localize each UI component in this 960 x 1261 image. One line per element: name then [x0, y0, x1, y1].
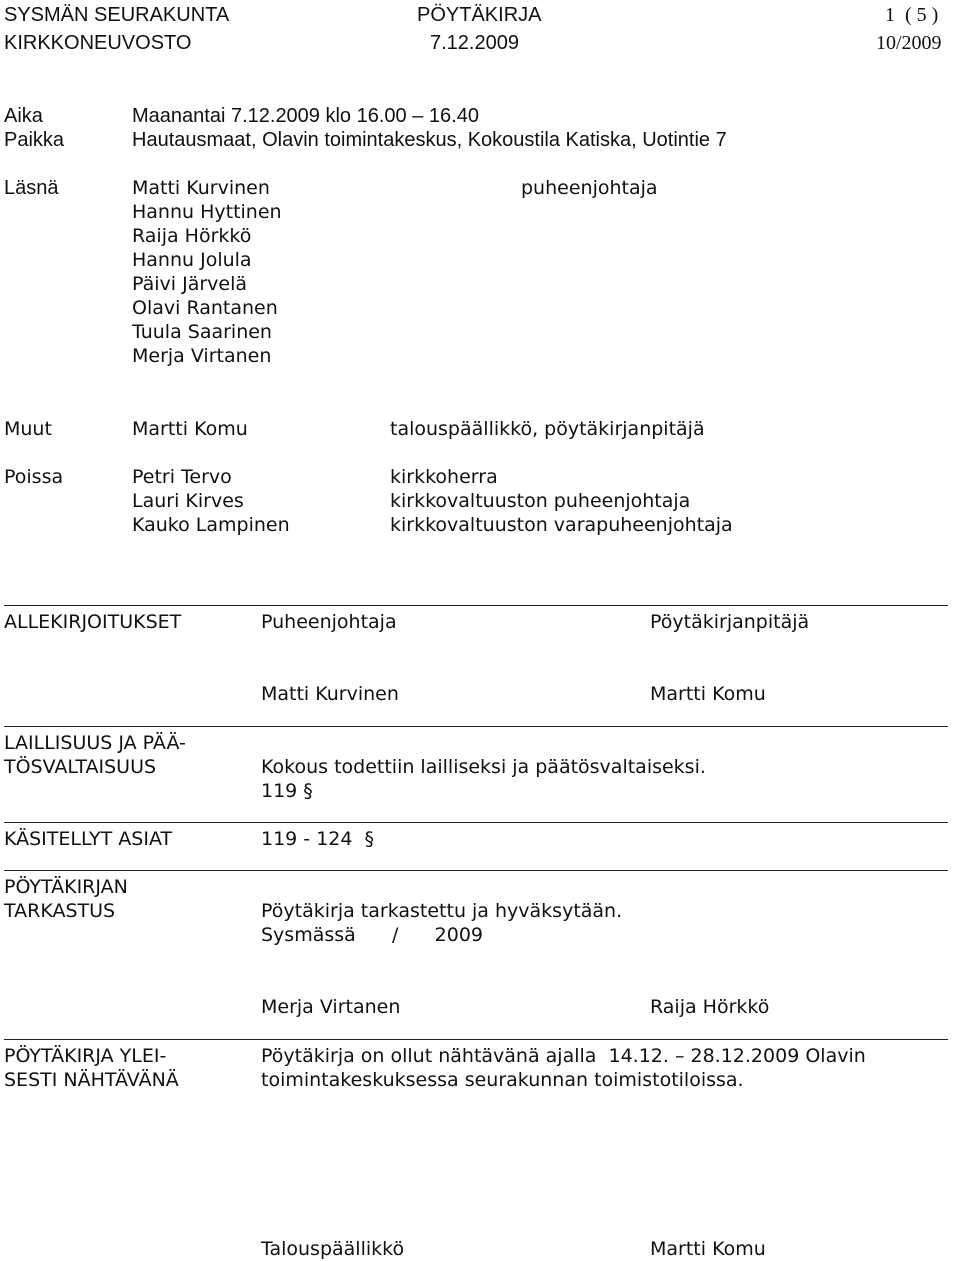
- chair-role: puheenjohtaja: [521, 177, 658, 199]
- review-place-date: Sysmässä / 2009: [261, 924, 484, 946]
- header-doc-number: 10/2009: [876, 32, 942, 54]
- absent-label: Poissa: [4, 466, 64, 488]
- section-divider: [4, 870, 948, 871]
- review-label-line2: TARKASTUS: [4, 900, 116, 922]
- section-divider: [4, 822, 948, 823]
- items-label: KÄSITELLYT ASIAT: [4, 828, 173, 850]
- present-member: Hannu Jolula: [132, 249, 252, 271]
- reviewer-name: Raija Hörkkö: [650, 996, 770, 1018]
- header-org: SYSMÄN SEURAKUNTA: [4, 4, 230, 26]
- absent-role: kirkkovaltuuston varapuheenjohtaja: [390, 514, 733, 536]
- signer-title: Talouspäällikkö: [261, 1238, 405, 1260]
- quorum-text: Kokous todettiin lailliseksi ja päätösvaltaiseksi.: [261, 756, 706, 778]
- chair-name: Matti Kurvinen: [261, 683, 399, 705]
- header-page: 1: [885, 4, 895, 26]
- place-value: Hautausmaat, Olavin toimintakeskus, Kokoustila Katiska, Uotintie 7: [132, 129, 727, 151]
- signer-name: Martti Komu: [650, 1238, 766, 1260]
- secretary-name: Martti Komu: [650, 683, 766, 705]
- present-member: Matti Kurvinen: [132, 177, 270, 199]
- absent-name: Lauri Kirves: [132, 490, 244, 512]
- time-label: Aika: [4, 105, 43, 127]
- present-member: Raija Hörkkö: [132, 225, 252, 247]
- header-page-total: ( 5 ): [905, 4, 939, 26]
- absent-name: Petri Tervo: [132, 466, 232, 488]
- quorum-label-line2: TÖSVALTAISUUS: [4, 756, 157, 778]
- others-name: Martti Komu: [132, 418, 248, 440]
- section-divider: [4, 726, 948, 727]
- others-role: talouspäällikkö, pöytäkirjanpitäjä: [390, 418, 705, 440]
- absent-role: kirkkovaltuuston puheenjohtaja: [390, 490, 691, 512]
- reviewer-name: Merja Virtanen: [261, 996, 401, 1018]
- header-date: 7.12.2009: [430, 32, 519, 54]
- place-label: Paikka: [4, 129, 65, 151]
- absent-role: kirkkoherra: [390, 466, 498, 488]
- absent-name: Kauko Lampinen: [132, 514, 290, 536]
- public-label-line1: PÖYTÄKIRJA YLEI-: [4, 1045, 167, 1067]
- review-text: Pöytäkirja tarkastettu ja hyväksytään.: [261, 900, 623, 922]
- items-value: 119 - 124 §: [261, 828, 375, 850]
- public-text-line2: toimintakeskuksessa seurakunnan toimistotiloissa.: [261, 1069, 744, 1091]
- present-member: Olavi Rantanen: [132, 297, 278, 319]
- quorum-section: 119 §: [261, 780, 313, 802]
- secretary-title: Pöytäkirjanpitäjä: [650, 611, 810, 633]
- present-member: Tuula Saarinen: [132, 321, 272, 343]
- review-label-line1: PÖYTÄKIRJAN: [4, 876, 128, 898]
- chair-title: Puheenjohtaja: [261, 611, 397, 633]
- present-member: Päivi Järvelä: [132, 273, 248, 295]
- time-value: Maanantai 7.12.2009 klo 16.00 – 16.40: [132, 105, 479, 127]
- present-member: Merja Virtanen: [132, 345, 272, 367]
- others-label: Muut: [4, 418, 52, 440]
- section-divider: [4, 605, 948, 606]
- public-text-line1: Pöytäkirja on ollut nähtävänä ajalla 14.12. – 28.12.2009 Olavin: [261, 1045, 866, 1067]
- header-body: KIRKKONEUVOSTO: [4, 32, 192, 54]
- signatures-label: ALLEKIRJOITUKSET: [4, 611, 182, 633]
- public-label-line2: SESTI NÄHTÄVÄNÄ: [4, 1069, 179, 1091]
- present-label: Läsnä: [4, 177, 59, 199]
- quorum-label-line1: LAILLISUUS JA PÄÄ-: [4, 732, 186, 754]
- section-divider: [4, 1039, 948, 1040]
- header-doc-type: PÖYTÄKIRJA: [417, 4, 542, 26]
- present-member: Hannu Hyttinen: [132, 201, 282, 223]
